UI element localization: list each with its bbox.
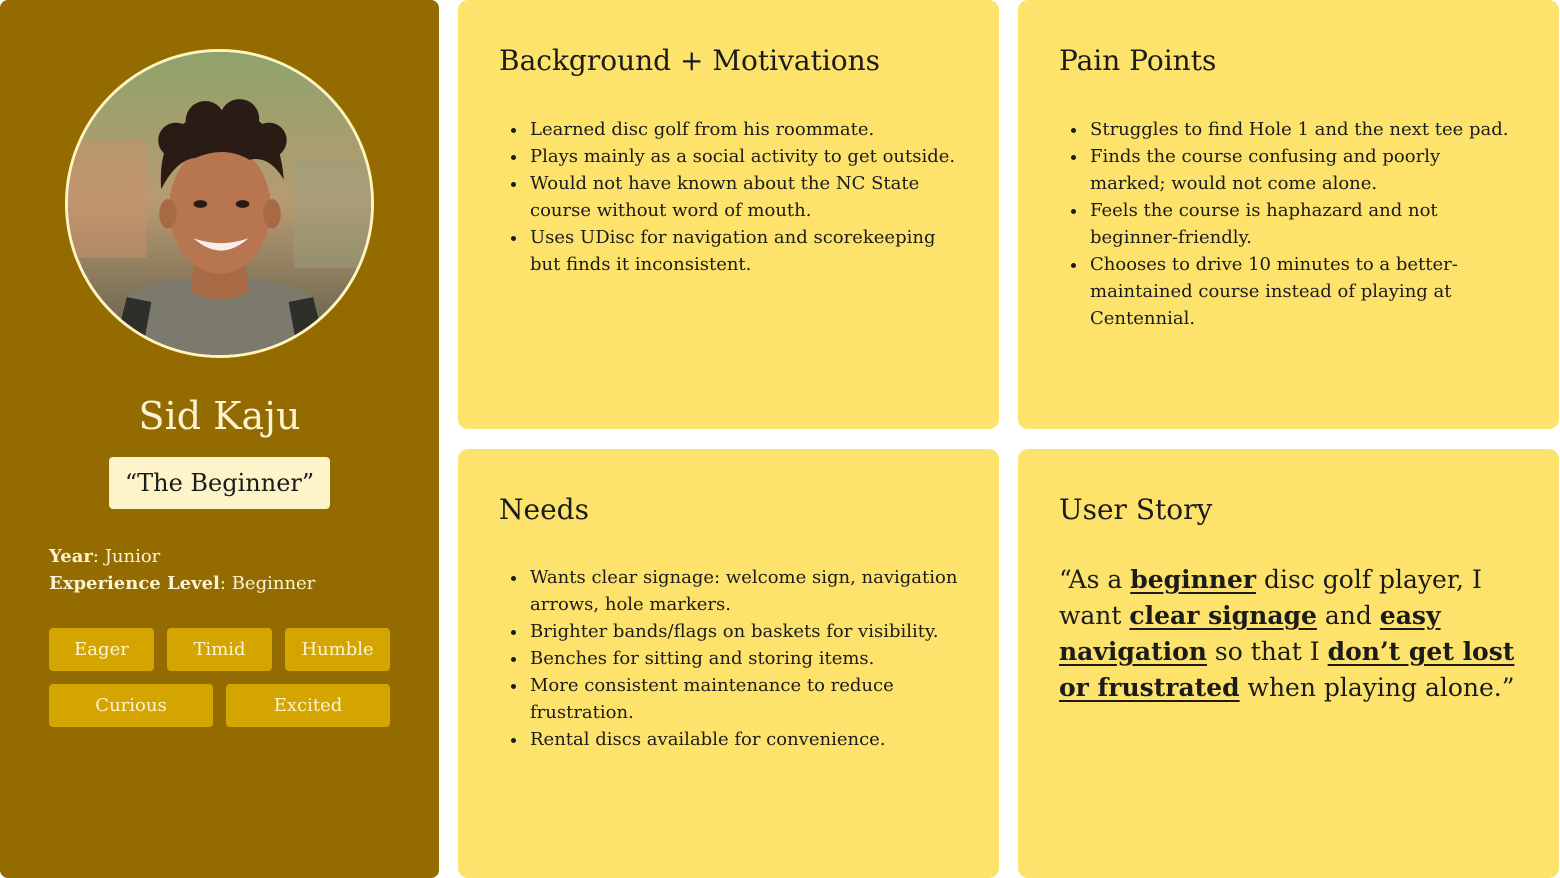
needs-list — [528, 564, 968, 753]
experience-value: Beginner — [231, 573, 316, 594]
user-story-card — [1018, 449, 1559, 878]
persona-meta — [49, 543, 315, 597]
trait-tag: Humble — [285, 628, 390, 671]
list-item: • Brighter bands/flags on baskets for visibility. — [528, 618, 968, 645]
trait-tag: Excited — [226, 684, 390, 727]
experience-label: Experience Level — [49, 573, 220, 594]
list-item: • Rental discs available for convenience. — [528, 726, 968, 753]
list-item: • More consistent maintenance to reduce frustration. — [528, 672, 968, 726]
pain-points-title: Pain Points — [1059, 44, 1217, 77]
user-story-title: User Story — [1059, 493, 1213, 526]
needs-card — [458, 449, 999, 878]
story-highlight: easy navigation — [1059, 601, 1441, 666]
avatar-photo — [68, 52, 371, 355]
list-item: • Benches for sitting and storing items. — [528, 645, 968, 672]
persona-sidebar — [0, 0, 439, 878]
list-item: • Wants clear signage: welcome sign, navigation arrows, hole markers. — [528, 564, 968, 618]
persona-name: Sid Kaju — [138, 394, 301, 438]
trait-tag: Eager — [49, 628, 154, 671]
list-item: • Uses UDisc for navigation and scorekeeping but finds it inconsistent. — [528, 224, 968, 278]
list-item: • Would not have known about the NC State course without word of mouth. — [528, 170, 968, 224]
story-highlight: clear signage — [1129, 601, 1317, 630]
needs-title: Needs — [499, 493, 589, 526]
year-value: Junior — [104, 546, 161, 567]
list-item: • Struggles to find Hole 1 and the next tee pad. — [1088, 116, 1518, 143]
list-item: • Finds the course confusing and poorly marked; would not come alone. — [1088, 143, 1518, 197]
avatar — [65, 49, 374, 358]
story-text: and — [1316, 601, 1380, 630]
trait-tag: Curious — [49, 684, 213, 727]
story-text: when playing alone.” — [1239, 673, 1515, 702]
experience-row: Experience Level: Beginner — [49, 573, 316, 594]
persona-tagline: “The Beginner” — [109, 457, 330, 509]
year-label: Year — [49, 546, 93, 567]
background-card — [458, 0, 999, 429]
story-highlight: beginner — [1130, 565, 1257, 594]
pain-points-card — [1018, 0, 1559, 429]
list-item: • Plays mainly as a social activity to get outside. — [528, 143, 968, 170]
pain-points-list — [1088, 116, 1518, 332]
list-item: • Learned disc golf from his roommate. — [528, 116, 968, 143]
user-story-text — [1059, 562, 1529, 706]
background-title: Background + Motivations — [499, 44, 881, 77]
year-row: Year: Junior — [49, 546, 161, 567]
story-highlight: don’t get lost or frustrated — [1059, 637, 1515, 702]
story-text: “As a — [1059, 565, 1131, 594]
story-text: so that I — [1206, 637, 1328, 666]
story-text: disc golf player, I want — [1059, 565, 1482, 630]
list-item: • Feels the course is haphazard and not beginner-friendly. — [1088, 197, 1518, 251]
trait-tag: Timid — [167, 628, 272, 671]
background-list — [528, 116, 968, 278]
list-item: • Chooses to drive 10 minutes to a better-maintained course instead of playing at Centennial. — [1088, 251, 1518, 332]
